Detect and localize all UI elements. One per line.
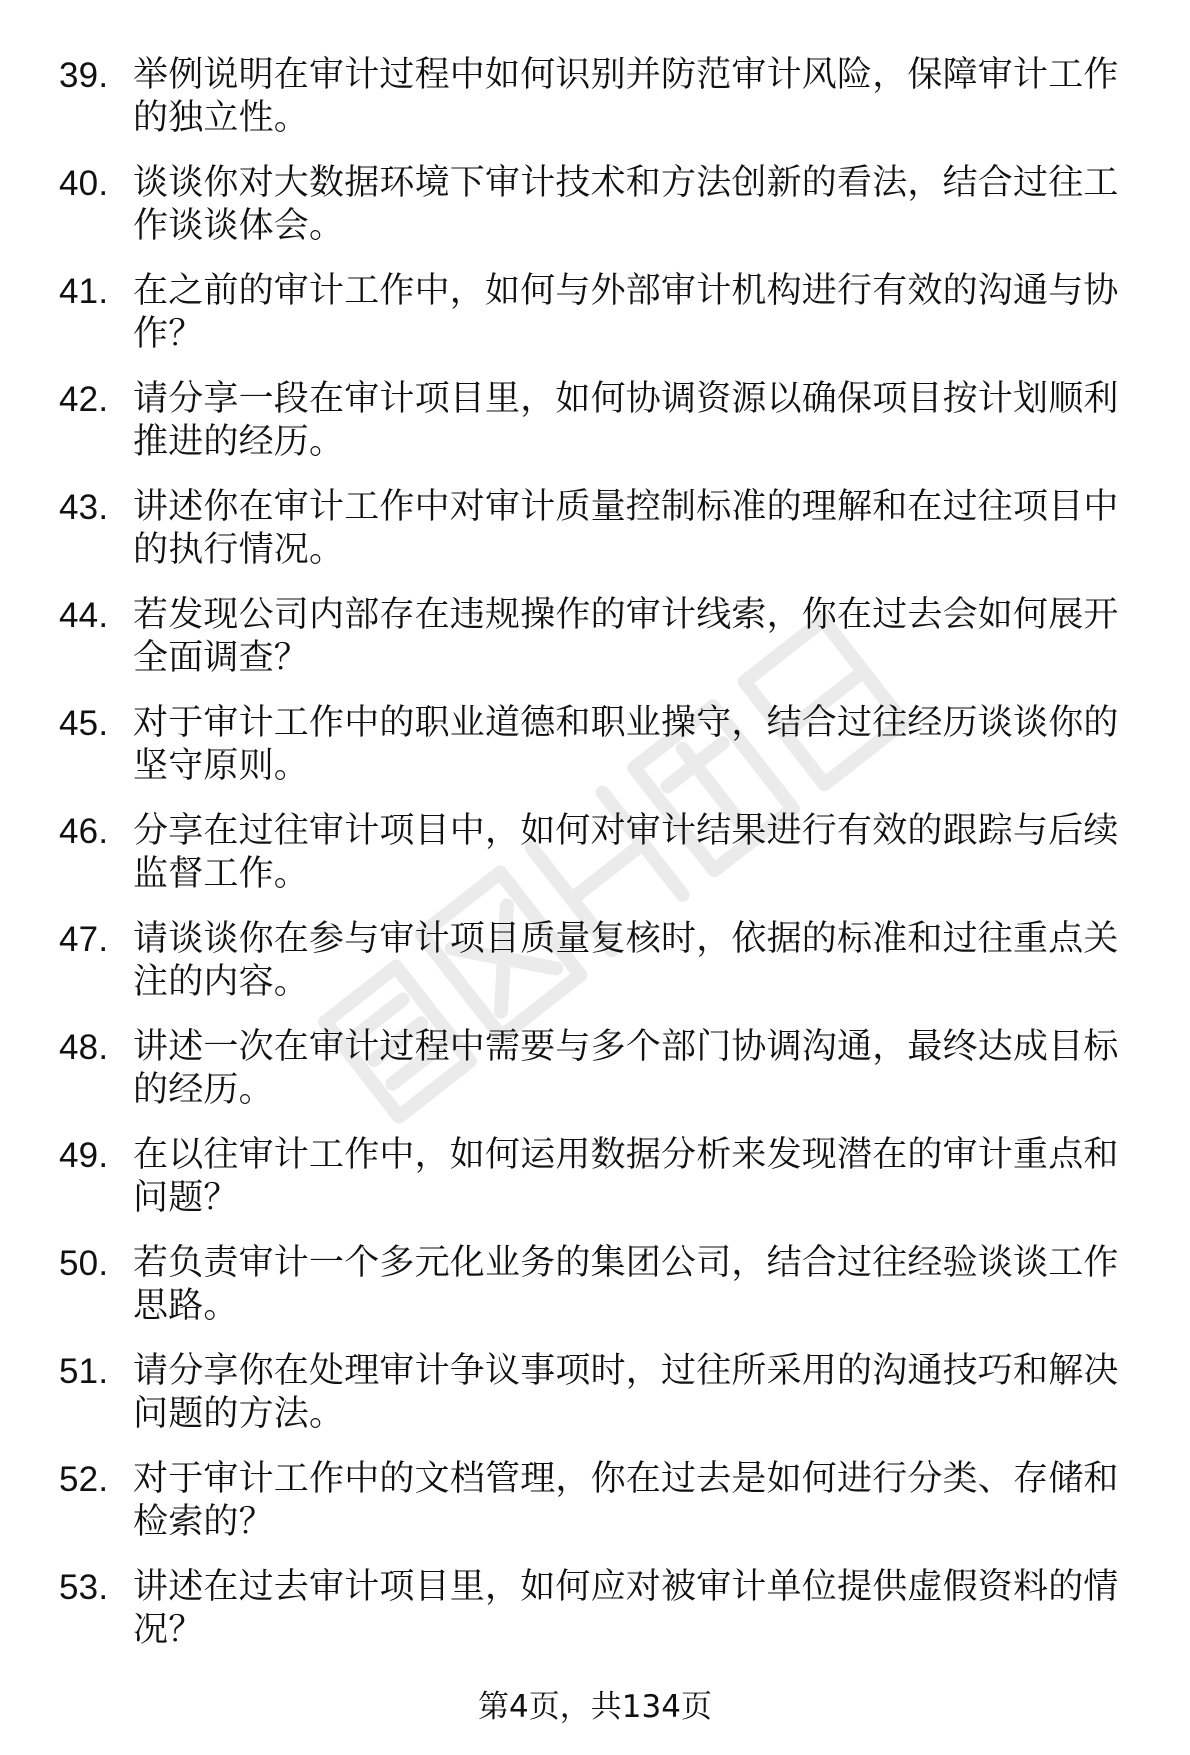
question-number: 52.	[59, 1460, 109, 1499]
question-number: 41.	[59, 272, 109, 311]
list-item	[59, 1350, 1149, 1436]
question-number: 46.	[59, 812, 109, 851]
question-list	[59, 54, 1149, 1674]
question-text: 请分享你在处理审计争议事项时，过往所采用的沟通技巧和解决问题的方法。	[133, 1351, 1119, 1434]
question-number: 51.	[59, 1352, 109, 1391]
question-number: 42.	[59, 380, 109, 419]
list-item	[59, 1134, 1149, 1220]
question-number: 43.	[59, 488, 109, 527]
page-number: 第4页，共134页	[478, 1689, 712, 1725]
list-item	[59, 486, 1149, 572]
question-text: 请谈谈你在参与审计项目质量复核时，依据的标准和过往重点关注的内容。	[133, 919, 1119, 1002]
question-text: 谈谈你对大数据环境下审计技术和方法创新的看法，结合过往工作谈谈体会。	[133, 163, 1119, 246]
list-item	[59, 162, 1149, 248]
list-item	[59, 1242, 1149, 1328]
list-item	[59, 378, 1149, 464]
list-item	[59, 1026, 1149, 1112]
question-text: 对于审计工作中的文档管理，你在过去是如何进行分类、存储和检索的？	[133, 1459, 1119, 1542]
question-number: 40.	[59, 164, 109, 203]
list-item	[59, 918, 1149, 1004]
list-item	[59, 702, 1149, 788]
question-text: 若负责审计一个多元化业务的集团公司，结合过往经验谈谈工作思路。	[133, 1243, 1119, 1326]
question-text: 举例说明在审计过程中如何识别并防范审计风险，保障审计工作的独立性。	[133, 55, 1119, 138]
list-item	[59, 594, 1149, 680]
question-number: 44.	[59, 596, 109, 635]
question-number: 39.	[59, 56, 109, 95]
question-text: 讲述一次在审计过程中需要与多个部门协调沟通，最终达成目标的经历。	[133, 1027, 1119, 1110]
question-number: 49.	[59, 1136, 109, 1175]
list-item	[59, 270, 1149, 356]
question-number: 53.	[59, 1568, 109, 1607]
question-text: 对于审计工作中的职业道德和职业操守，结合过往经历谈谈你的坚守原则。	[133, 703, 1119, 786]
question-text: 若发现公司内部存在违规操作的审计线索，你在过去会如何展开全面调查？	[133, 595, 1119, 678]
list-item	[59, 1566, 1149, 1652]
question-number: 48.	[59, 1028, 109, 1067]
question-text: 在之前的审计工作中，如何与外部审计机构进行有效的沟通与协作？	[133, 271, 1119, 354]
list-item	[59, 54, 1149, 140]
question-text: 讲述你在审计工作中对审计质量控制标准的理解和在过往项目中的执行情况。	[133, 487, 1119, 570]
list-item	[59, 810, 1149, 896]
question-number: 45.	[59, 704, 109, 743]
question-text: 讲述在过去审计项目里，如何应对被审计单位提供虚假资料的情况？	[133, 1567, 1119, 1650]
question-text: 请分享一段在审计项目里，如何协调资源以确保项目按计划顺利推进的经历。	[133, 379, 1119, 462]
question-text: 在以往审计工作中，如何运用数据分析来发现潜在的审计重点和问题？	[133, 1135, 1119, 1218]
question-number: 50.	[59, 1244, 109, 1283]
question-number: 47.	[59, 920, 109, 959]
list-item	[59, 1458, 1149, 1544]
question-text: 分享在过往审计项目中，如何对审计结果进行有效的跟踪与后续监督工作。	[133, 811, 1119, 894]
